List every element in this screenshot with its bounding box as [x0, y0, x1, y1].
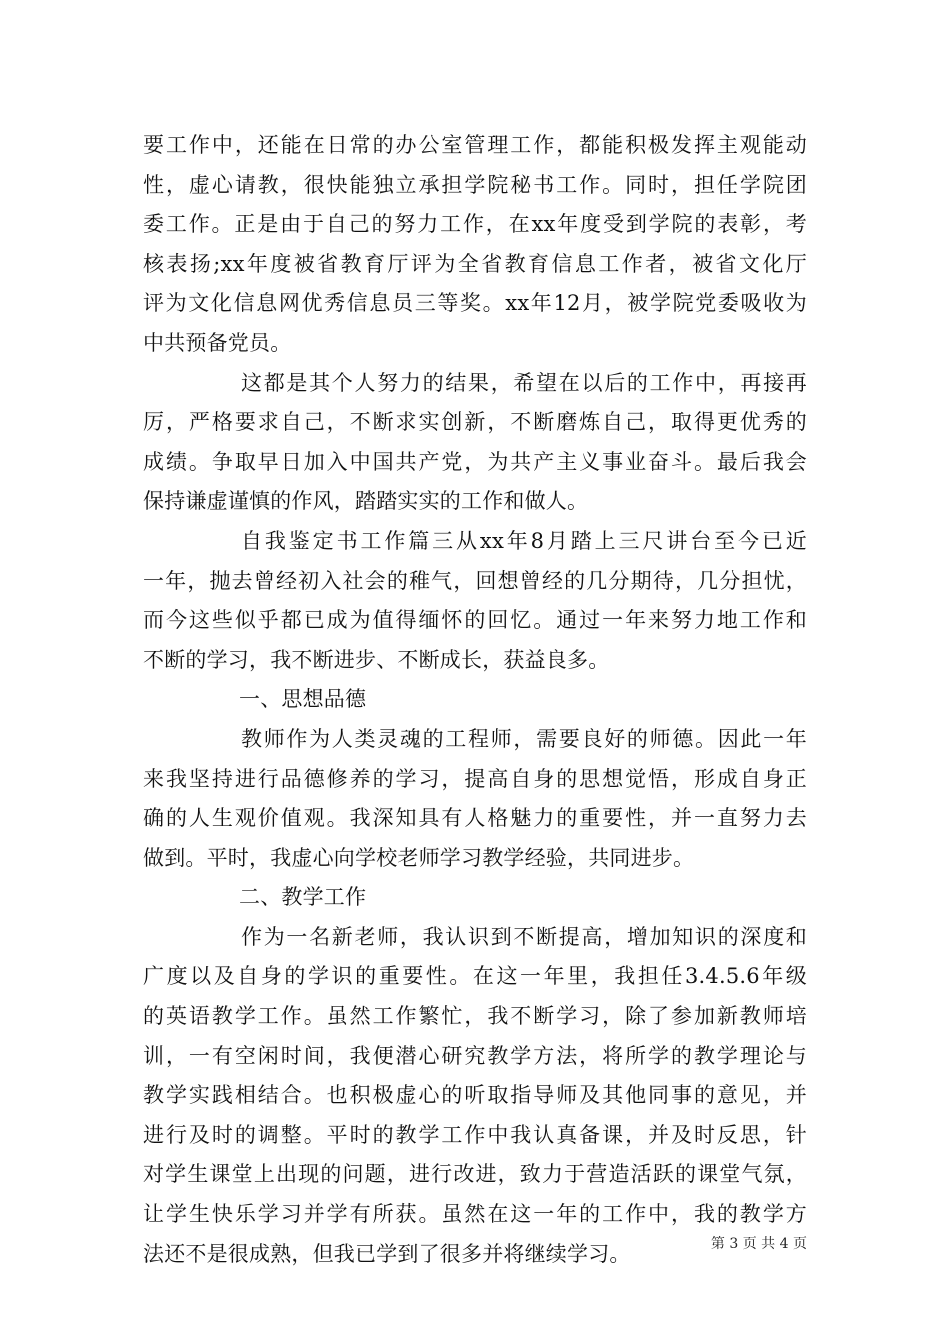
text-line: 成绩。争取早日加入中国共产党，为共产主义事业奋斗。最后我会 [143, 449, 807, 474]
text-line: 作为一名新老师，我认识到不断提高，增加知识的深度和 [241, 924, 807, 949]
text-line: 法还不是很成熟，但我已学到了很多并将继续学习。 [143, 1241, 631, 1266]
text-line: 的英语教学工作。虽然工作繁忙，我不断学习，除了参加新教师培 [143, 1004, 807, 1029]
section-heading: 二、教学工作 [239, 885, 367, 910]
text-line: 对学生课堂上出现的问题，进行改进，致力于营造活跃的课堂气氛， [143, 1162, 807, 1187]
text-line: 核表扬;xx年度被省教育厅评为全省教育信息工作者，被省文化厅 [143, 251, 807, 276]
text-line: 厉，严格要求自己，不断求实创新，不断磨炼自己，取得更优秀的 [143, 410, 807, 435]
text-line: 一年，抛去曾经初入社会的稚气，回想曾经的几分期待，几分担忧， [143, 568, 807, 593]
text-line: 教学实践相结合。也积极虚心的听取指导师及其他同事的意见，并 [143, 1083, 807, 1108]
page-number-footer: 第 3 页 共 4 页 [710, 1236, 807, 1252]
text-line: 来我坚持进行品德修养的学习，提高自身的思想觉悟，形成自身正 [143, 766, 807, 791]
text-line: 中共预备党员。 [143, 330, 292, 355]
text-line: 不断的学习，我不断进步、不断成长，获益良多。 [143, 647, 610, 672]
text-line: 让学生快乐学习并学有所获。虽然在这一年的工作中，我的教学方 [143, 1202, 807, 1227]
text-line: 训，一有空闲时间，我便潜心研究教学方法，将所学的教学理论与 [143, 1043, 807, 1068]
text-line: 教师作为人类灵魂的工程师，需要良好的师德。因此一年 [241, 726, 807, 751]
text-line: 而今这些似乎都已成为值得缅怀的回忆。通过一年来努力地工作和 [143, 608, 807, 633]
text-line: 要工作中，还能在日常的办公室管理工作，都能积极发挥主观能动 [143, 133, 807, 157]
text-line: 这都是其个人努力的结果，希望在以后的工作中，再接再 [241, 370, 807, 395]
text-line: 性，虚心请教，很快能独立承担学院秘书工作。同时，担任学院团 [143, 172, 807, 197]
text-line: 评为文化信息网优秀信息员三等奖。xx年12月，被学院党委吸收为 [143, 291, 807, 316]
document-body [143, 126, 807, 1274]
text-line: 做到。平时，我虚心向学校老师学习教学经验，共同进步。 [143, 845, 695, 870]
text-line: 自我鉴定书工作篇三从xx年8月踏上三尺讲台至今已近 [241, 528, 807, 553]
text-line: 广度以及自身的学识的重要性。在这一年里，我担任3.4.5.6年级 [143, 964, 807, 989]
text-line: 进行及时的调整。平时的教学工作中我认真备课，并及时反思，针 [143, 1122, 807, 1147]
section-heading: 一、思想品德 [239, 687, 367, 712]
text-line: 保持谦虚谨慎的作风，踏踏实实的工作和做人。 [143, 489, 589, 514]
text-line: 委工作。正是由于自己的努力工作，在xx年度受到学院的表彰，考 [143, 212, 807, 237]
text-line: 确的人生观价值观。我深知具有人格魅力的重要性，并一直努力去 [143, 806, 807, 831]
